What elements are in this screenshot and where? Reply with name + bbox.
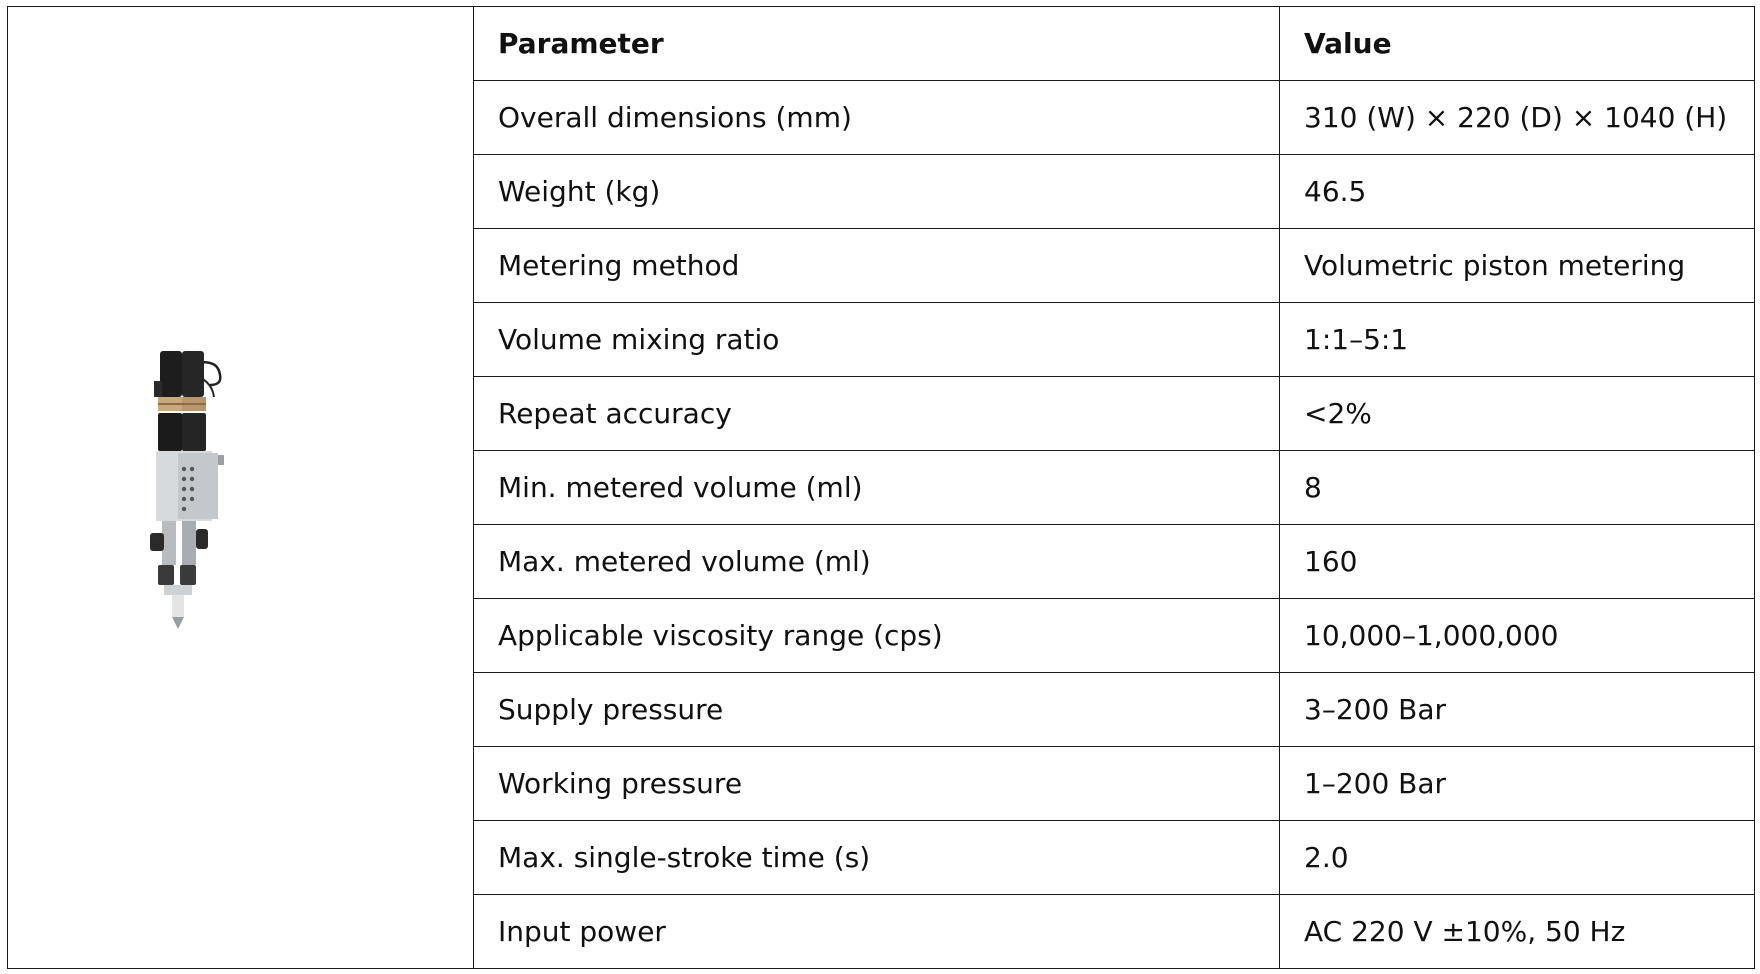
parameter-cell: Input power bbox=[474, 895, 1280, 969]
metering-unit-image bbox=[138, 343, 238, 633]
value-cell: 8 bbox=[1280, 451, 1755, 525]
column-header-parameter: Parameter bbox=[474, 7, 1280, 81]
spec-table bbox=[7, 6, 1755, 969]
value-cell: Volumetric piston metering bbox=[1280, 229, 1755, 303]
parameter-cell: Overall dimensions (mm) bbox=[474, 81, 1280, 155]
parameter-cell: Metering method bbox=[474, 229, 1280, 303]
table-header-row bbox=[8, 7, 1755, 81]
parameter-cell: Weight (kg) bbox=[474, 155, 1280, 229]
value-cell: 1–200 Bar bbox=[1280, 747, 1755, 821]
parameter-cell: Max. single-stroke time (s) bbox=[474, 821, 1280, 895]
value-cell: 160 bbox=[1280, 525, 1755, 599]
value-cell: 46.5 bbox=[1280, 155, 1755, 229]
value-cell: 3–200 Bar bbox=[1280, 673, 1755, 747]
value-cell: 1:1–5:1 bbox=[1280, 303, 1755, 377]
parameter-cell: Max. metered volume (ml) bbox=[474, 525, 1280, 599]
product-image-cell bbox=[8, 7, 474, 969]
value-cell: 310 (W) × 220 (D) × 1040 (H) bbox=[1280, 81, 1755, 155]
parameter-cell: Supply pressure bbox=[474, 673, 1280, 747]
value-cell: <2% bbox=[1280, 377, 1755, 451]
value-cell: 10,000–1,000,000 bbox=[1280, 599, 1755, 673]
parameter-cell: Repeat accuracy bbox=[474, 377, 1280, 451]
parameter-cell: Volume mixing ratio bbox=[474, 303, 1280, 377]
value-cell: AC 220 V ±10%, 50 Hz bbox=[1280, 895, 1755, 969]
parameter-cell: Applicable viscosity range (cps) bbox=[474, 599, 1280, 673]
parameter-cell: Working pressure bbox=[474, 747, 1280, 821]
value-cell: 2.0 bbox=[1280, 821, 1755, 895]
column-header-value: Value bbox=[1280, 7, 1755, 81]
parameter-cell: Min. metered volume (ml) bbox=[474, 451, 1280, 525]
